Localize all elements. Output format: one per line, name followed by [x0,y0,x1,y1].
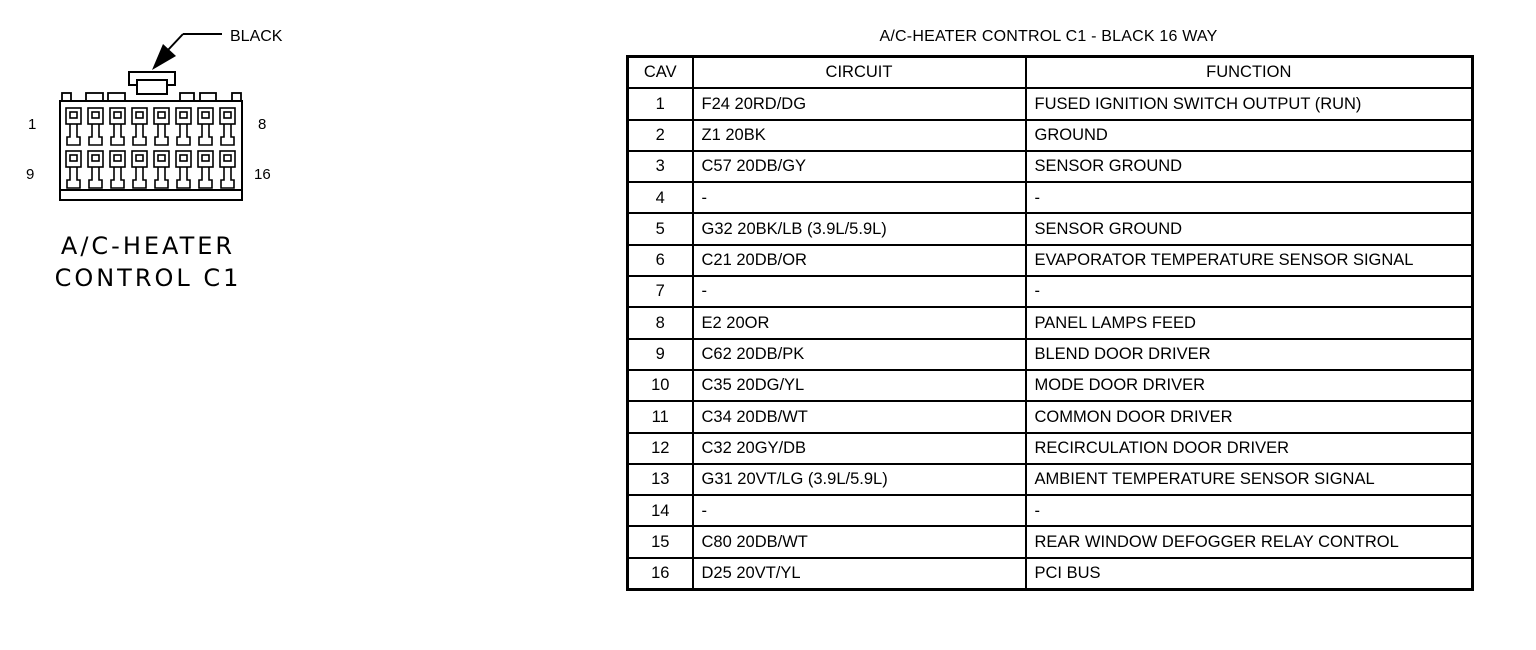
cell-circuit: F24 20RD/DG [693,88,1026,119]
table-title: A/C-HEATER CONTROL C1 - BLACK 16 WAY [879,28,1218,45]
cell-circuit: C57 20DB/GY [693,151,1026,182]
table-row [628,151,1473,182]
pin-label-9: 9 [26,166,35,183]
connector-caption-line1: A/C-HEATER [60,232,236,260]
cell-circuit: C80 20DB/WT [693,526,1026,557]
cell-circuit: - [693,495,1026,526]
cell-circuit: D25 20VT/YL [693,558,1026,590]
cell-function: REAR WINDOW DEFOGGER RELAY CONTROL [1026,526,1473,557]
cell-cav: 12 [628,433,693,464]
connector-caption-line2: CONTROL C1 [54,264,242,292]
cell-circuit: C21 20DB/OR [693,245,1026,276]
cell-circuit: C62 20DB/PK [693,339,1026,370]
color-callout [152,34,222,70]
header-cav: CAV [628,57,693,89]
table-row [628,245,1473,276]
cell-function: BLEND DOOR DRIVER [1026,339,1473,370]
cell-function: FUSED IGNITION SWITCH OUTPUT (RUN) [1026,88,1473,119]
cell-function: COMMON DOOR DRIVER [1026,401,1473,432]
cell-circuit: G32 20BK/LB (3.9L/5.9L) [693,213,1026,244]
cell-cav: 4 [628,182,693,213]
locking-tab [129,72,175,94]
table-row [628,370,1473,401]
cell-cav: 11 [628,401,693,432]
cell-function: MODE DOOR DRIVER [1026,370,1473,401]
cell-function: SENSOR GROUND [1026,151,1473,182]
pin-label-8: 8 [258,116,267,133]
table-row [628,182,1473,213]
cell-circuit: C34 20DB/WT [693,401,1026,432]
table-row [628,495,1473,526]
cell-cav: 14 [628,495,693,526]
table-row [628,339,1473,370]
cell-cav: 2 [628,120,693,151]
cell-cav: 1 [628,88,693,119]
cell-circuit: E2 20OR [693,307,1026,338]
table-row [628,307,1473,338]
pin-label-1: 1 [28,116,37,133]
cell-cav: 6 [628,245,693,276]
cell-function: - [1026,276,1473,307]
cell-function: PANEL LAMPS FEED [1026,307,1473,338]
table-row [628,401,1473,432]
cell-function: SENSOR GROUND [1026,213,1473,244]
cell-function: AMBIENT TEMPERATURE SENSOR SIGNAL [1026,464,1473,495]
table-row [628,464,1473,495]
cell-circuit: Z1 20BK [693,120,1026,151]
color-callout-label: BLACK [230,28,283,45]
table-row [628,120,1473,151]
table-header-row [628,57,1473,89]
table-row [628,88,1473,119]
cell-function: - [1026,182,1473,213]
pinout-table [626,55,1474,591]
cell-function: PCI BUS [1026,558,1473,590]
table-row [628,213,1473,244]
table-row [628,433,1473,464]
cell-cav: 10 [628,370,693,401]
cell-cav: 9 [628,339,693,370]
table-row [628,526,1473,557]
cell-cav: 7 [628,276,693,307]
cell-function: - [1026,495,1473,526]
cell-circuit: - [693,182,1026,213]
cell-function: GROUND [1026,120,1473,151]
cell-function: RECIRCULATION DOOR DRIVER [1026,433,1473,464]
header-circuit: CIRCUIT [693,57,1026,89]
header-function: FUNCTION [1026,57,1473,89]
cell-cav: 3 [628,151,693,182]
connector-diagram [0,0,600,330]
table-row [628,558,1473,590]
cell-cav: 13 [628,464,693,495]
cell-cav: 5 [628,213,693,244]
cell-cav: 15 [628,526,693,557]
table-row [628,276,1473,307]
cell-cav: 8 [628,307,693,338]
cell-circuit: C35 20DG/YL [693,370,1026,401]
cell-circuit: G31 20VT/LG (3.9L/5.9L) [693,464,1026,495]
cell-circuit: - [693,276,1026,307]
cell-function: EVAPORATOR TEMPERATURE SENSOR SIGNAL [1026,245,1473,276]
cell-cav: 16 [628,558,693,590]
cell-circuit: C32 20GY/DB [693,433,1026,464]
pin-label-16: 16 [254,166,271,183]
